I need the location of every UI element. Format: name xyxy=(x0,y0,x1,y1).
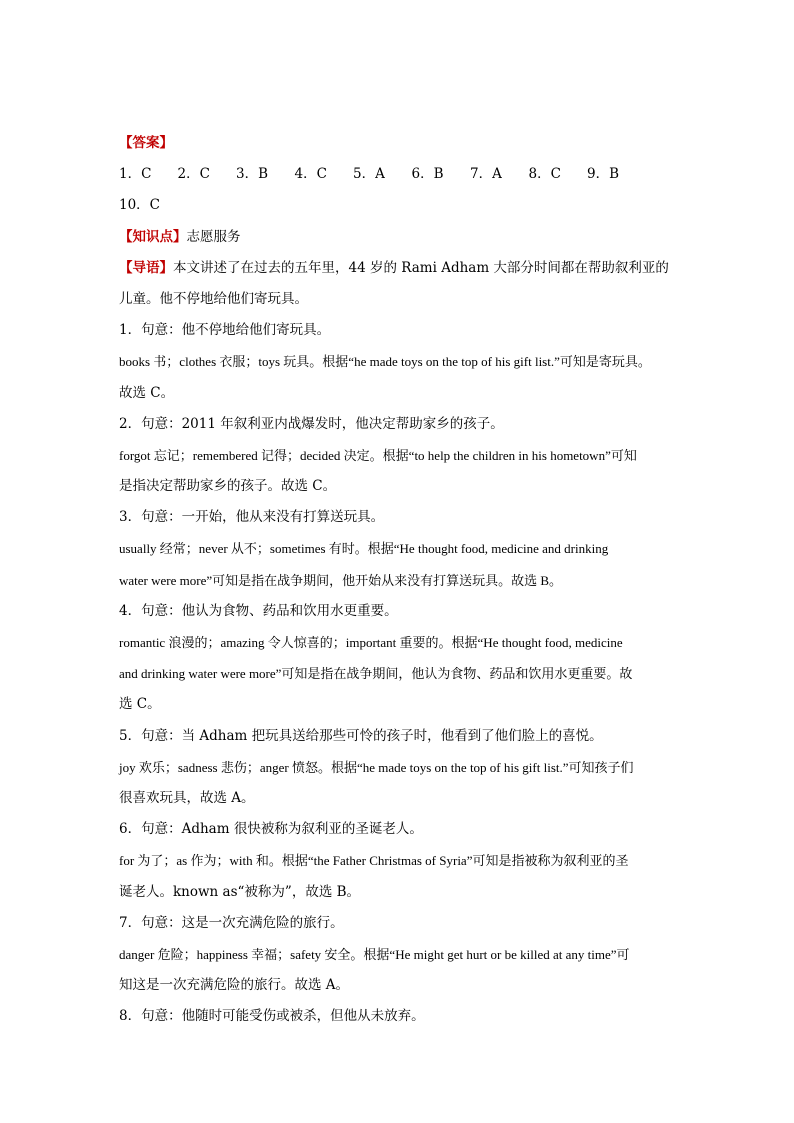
item-6-analysis: for 为了；as 作为；with 和。根据“the Father Christmas of Syria”可知是指被称为叙利亚的圣 xyxy=(119,853,629,869)
item-2-question: 2．句意：2011 年叙利亚内战爆发时，他决定帮助家乡的孩子。 xyxy=(119,415,504,432)
answer-1: 1．C xyxy=(119,166,152,183)
item-1-conclusion: 故选 C。 xyxy=(119,384,175,401)
answer-3: 3．B xyxy=(236,166,269,183)
guide-line-2: 儿童。他不停地给他们寄玩具。 xyxy=(119,290,308,307)
answer-2: 2．C xyxy=(177,166,210,183)
item-4-question: 4．句意：他认为食物、药品和饮用水更重要。 xyxy=(119,602,398,619)
item-1-analysis: books 书；clothes 衣服；toys 玩具。根据“he made toys on the top of his gift list.”可知是寄玩具。 xyxy=(119,354,651,370)
knowledge-point xyxy=(119,222,679,253)
answer-4: 4．C xyxy=(294,166,327,183)
knowledge-value: 志愿服务 xyxy=(186,228,241,245)
knowledge-label: 【知识点】 xyxy=(119,228,187,245)
answer-document xyxy=(119,128,679,1032)
answer-label: 【答案】 xyxy=(119,135,173,151)
item-5-conclusion: 很喜欢玩具，故选 A。 xyxy=(119,789,255,806)
item-8-question: 8．句意：他随时可能受伤或被杀，但他从未放弃。 xyxy=(119,1008,425,1025)
answer-key-row xyxy=(119,159,679,190)
item-4-analysis-cont: and drinking water were more”可知是指在战争期间，他认为食物、药品和饮用水更重要。故 xyxy=(119,666,633,682)
guide-line-1 xyxy=(119,253,679,284)
item-7-analysis: danger 危险；happiness 幸福；safety 安全。根据“He might get hurt or be killed at any time”可 xyxy=(119,946,630,962)
item-3-analysis: usually 经常；never 从不；sometimes 有时。根据“He thought food, medicine and drinking xyxy=(119,541,609,557)
guide-label: 【导语】 xyxy=(119,259,173,276)
item-2-conclusion: 是指决定帮助家乡的孩子。故选 C。 xyxy=(119,478,337,495)
guide-text-1: 本文讲述了在过去的五年里，44 岁的 Rami Adham 大部分时间都在帮助叙利亚的 xyxy=(173,259,669,276)
item-3-question: 3．句意：一开始，他从来没有打算送玩具。 xyxy=(119,509,385,526)
item-5-analysis: joy 欢乐；sadness 悲伤；anger 愤怒。根据“he made toys on the top of his gift list.”可知孩子们 xyxy=(119,759,634,775)
item-3-conclusion: water were more”可知是指在战争期间，他开始从来没有打算送玩具。故选 B。 xyxy=(119,572,563,588)
answer-9: 9．B xyxy=(587,166,620,183)
item-7-question: 7．句意：这是一次充满危险的旅行。 xyxy=(119,914,344,931)
item-4-conclusion: 选 C。 xyxy=(119,696,161,713)
answer-10: 10．C xyxy=(119,197,161,214)
answer-heading xyxy=(119,128,679,159)
item-4-analysis: romantic 浪漫的；amazing 令人惊喜的；important 重要的。根据“He thought food, medicine xyxy=(119,635,623,650)
item-1-question: 1．句意：他不停地给他们寄玩具。 xyxy=(119,322,331,339)
item-7-conclusion: 知这是一次充满危险的旅行。故选 A。 xyxy=(119,977,350,994)
item-6-question: 6．句意：Adham 很快被称为叙利亚的圣诞老人。 xyxy=(119,821,423,838)
answer-8: 8．C xyxy=(528,166,561,183)
item-5-question: 5．句意：当 Adham 把玩具送给那些可怜的孩子时，他看到了他们脸上的喜悦。 xyxy=(119,727,603,744)
answer-7: 7．A xyxy=(470,166,502,183)
answer-6: 6．B xyxy=(411,166,444,183)
answer-5: 5．A xyxy=(353,166,385,183)
item-2-analysis: forgot 忘记；remembered 记得；decided 决定。根据“to help the children in his hometown”可知 xyxy=(119,447,637,463)
item-6-conclusion: 诞老人。known as“被称为”，故选 B。 xyxy=(119,883,361,900)
